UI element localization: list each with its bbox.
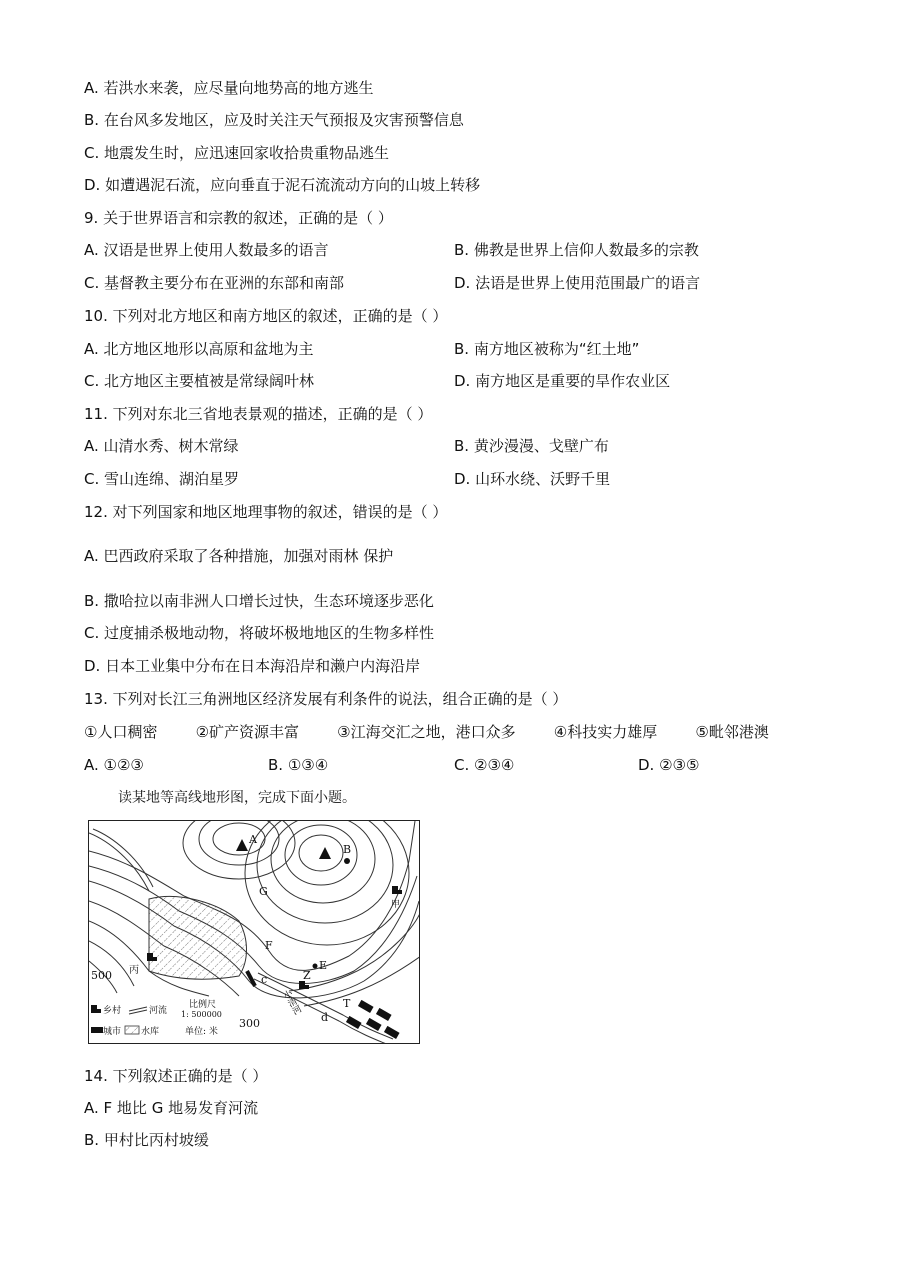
contour-lines	[89, 821, 420, 1044]
map-label-jia: 甲	[391, 900, 401, 910]
legend-scale-title: 比例尺	[189, 1000, 217, 1010]
map-label-bing: 丙	[129, 965, 139, 976]
q11-option-a: A. 山清水秀、树木常绿	[84, 437, 239, 455]
legend-city: 城市	[103, 1027, 122, 1037]
legend-village: 乡村	[103, 1006, 122, 1016]
q11-option-c: C. 雪山连绵、湖泊星罗	[84, 470, 240, 488]
q8-option-a: A. 若洪水来袭，应尽量向地势高的地方逃生	[84, 79, 374, 97]
map-intro: 读某地等高线地形图，完成下面小题。	[118, 790, 356, 806]
q12-option-c: C. 过度捕杀极地动物，将破坏极地地区的生物多样性	[84, 624, 435, 642]
q10-option-b: B. 南方地区被称为“红土地”	[454, 340, 640, 358]
legend-unit: 单位: 米	[185, 1027, 218, 1037]
q10-option-d: D. 南方地区是重要的旱作农业区	[454, 372, 671, 390]
q8-option-c: C. 地震发生时，应迅速回家收拾贵重物品逃生	[84, 144, 390, 162]
q12-option-a: A. 巴西政府采取了各种措施，加强对雨林 保护	[84, 547, 394, 565]
map-label-t: T	[343, 997, 351, 1010]
q11-option-d: D. 山环水绕、沃野千里	[454, 470, 611, 488]
q10-option-c: C. 北方地区主要植被是常绿阔叶林	[84, 372, 315, 390]
map-label-d: d	[321, 1011, 329, 1024]
legend-river: 河流	[149, 1006, 168, 1016]
q14-stem: 14. 下列叙述正确的是（ ）	[84, 1067, 268, 1085]
map-label-f: F	[265, 939, 273, 952]
q14-option-b: B. 甲村比丙村坡缓	[84, 1131, 209, 1149]
q11-stem: 11. 下列对东北三省地表景观的描述，正确的是（ ）	[84, 405, 433, 423]
map-label-g: G	[259, 885, 268, 898]
q8-option-d: D. 如遭遇泥石流，应向垂直于泥石流流动方向的山坡上转移	[84, 176, 481, 194]
q9-option-a: A. 汉语是世界上使用人数最多的语言	[84, 241, 329, 259]
q10-option-a: A. 北方地区地形以高原和盆地为主	[84, 340, 314, 358]
contour-map	[88, 820, 420, 1044]
q12-option-d: D. 日本工业集中分布在日本海沿岸和濑户内海沿岸	[84, 657, 421, 675]
legend-scale: 1: 500000	[181, 1010, 222, 1019]
map-label-c: c	[261, 973, 268, 986]
map-label-a: A	[249, 833, 257, 846]
q9-stem: 9. 关于世界语言和宗教的叙述，正确的是（ ）	[84, 209, 393, 227]
q13-items: ①人口稠密 ②矿产资源丰富 ③江海交汇之地，港口众多 ④科技实力雄厚 ⑤毗邻港澳	[84, 723, 769, 741]
legend-reservoir: 水库	[141, 1027, 160, 1037]
q13-stem: 13. 下列对长江三角洲地区经济发展有利条件的说法，组合正确的是（ ）	[84, 690, 568, 708]
q9-option-b: B. 佛教是世界上信仰人数最多的宗教	[454, 241, 699, 259]
q13-option-c: C. ②③④	[454, 756, 515, 774]
map-label-300: 300	[239, 1017, 260, 1030]
q13-option-a: A. ①②③	[84, 756, 144, 774]
map-label-z: Z	[303, 969, 311, 982]
q9-option-d: D. 法语是世界上使用范围最广的语言	[454, 274, 701, 292]
q14-option-a: A. F 地比 G 地易发育河流	[84, 1099, 259, 1117]
q10-stem: 10. 下列对北方地区和南方地区的叙述，正确的是（ ）	[84, 307, 448, 325]
q11-option-b: B. 黄沙漫漫、戈壁广布	[454, 437, 609, 455]
map-label-500: 500	[91, 969, 112, 982]
map-label-river-name: 小清河	[279, 988, 303, 1017]
q8-option-b: B. 在台风多发地区，应及时关注天气预报及灾害预警信息	[84, 111, 464, 129]
q12-stem: 12. 对下列国家和地区地理事物的叙述，错误的是（ ）	[84, 503, 448, 521]
q9-option-c: C. 基督教主要分布在亚洲的东部和南部	[84, 274, 345, 292]
q12-option-b: B. 撒哈拉以南非洲人口增长过快，生态环境逐步恶化	[84, 592, 434, 610]
map-label-e: E	[319, 959, 328, 972]
q13-option-b: B. ①③④	[268, 756, 329, 774]
q13-option-d: D. ②③⑤	[638, 756, 700, 774]
map-label-b: B	[343, 843, 352, 856]
